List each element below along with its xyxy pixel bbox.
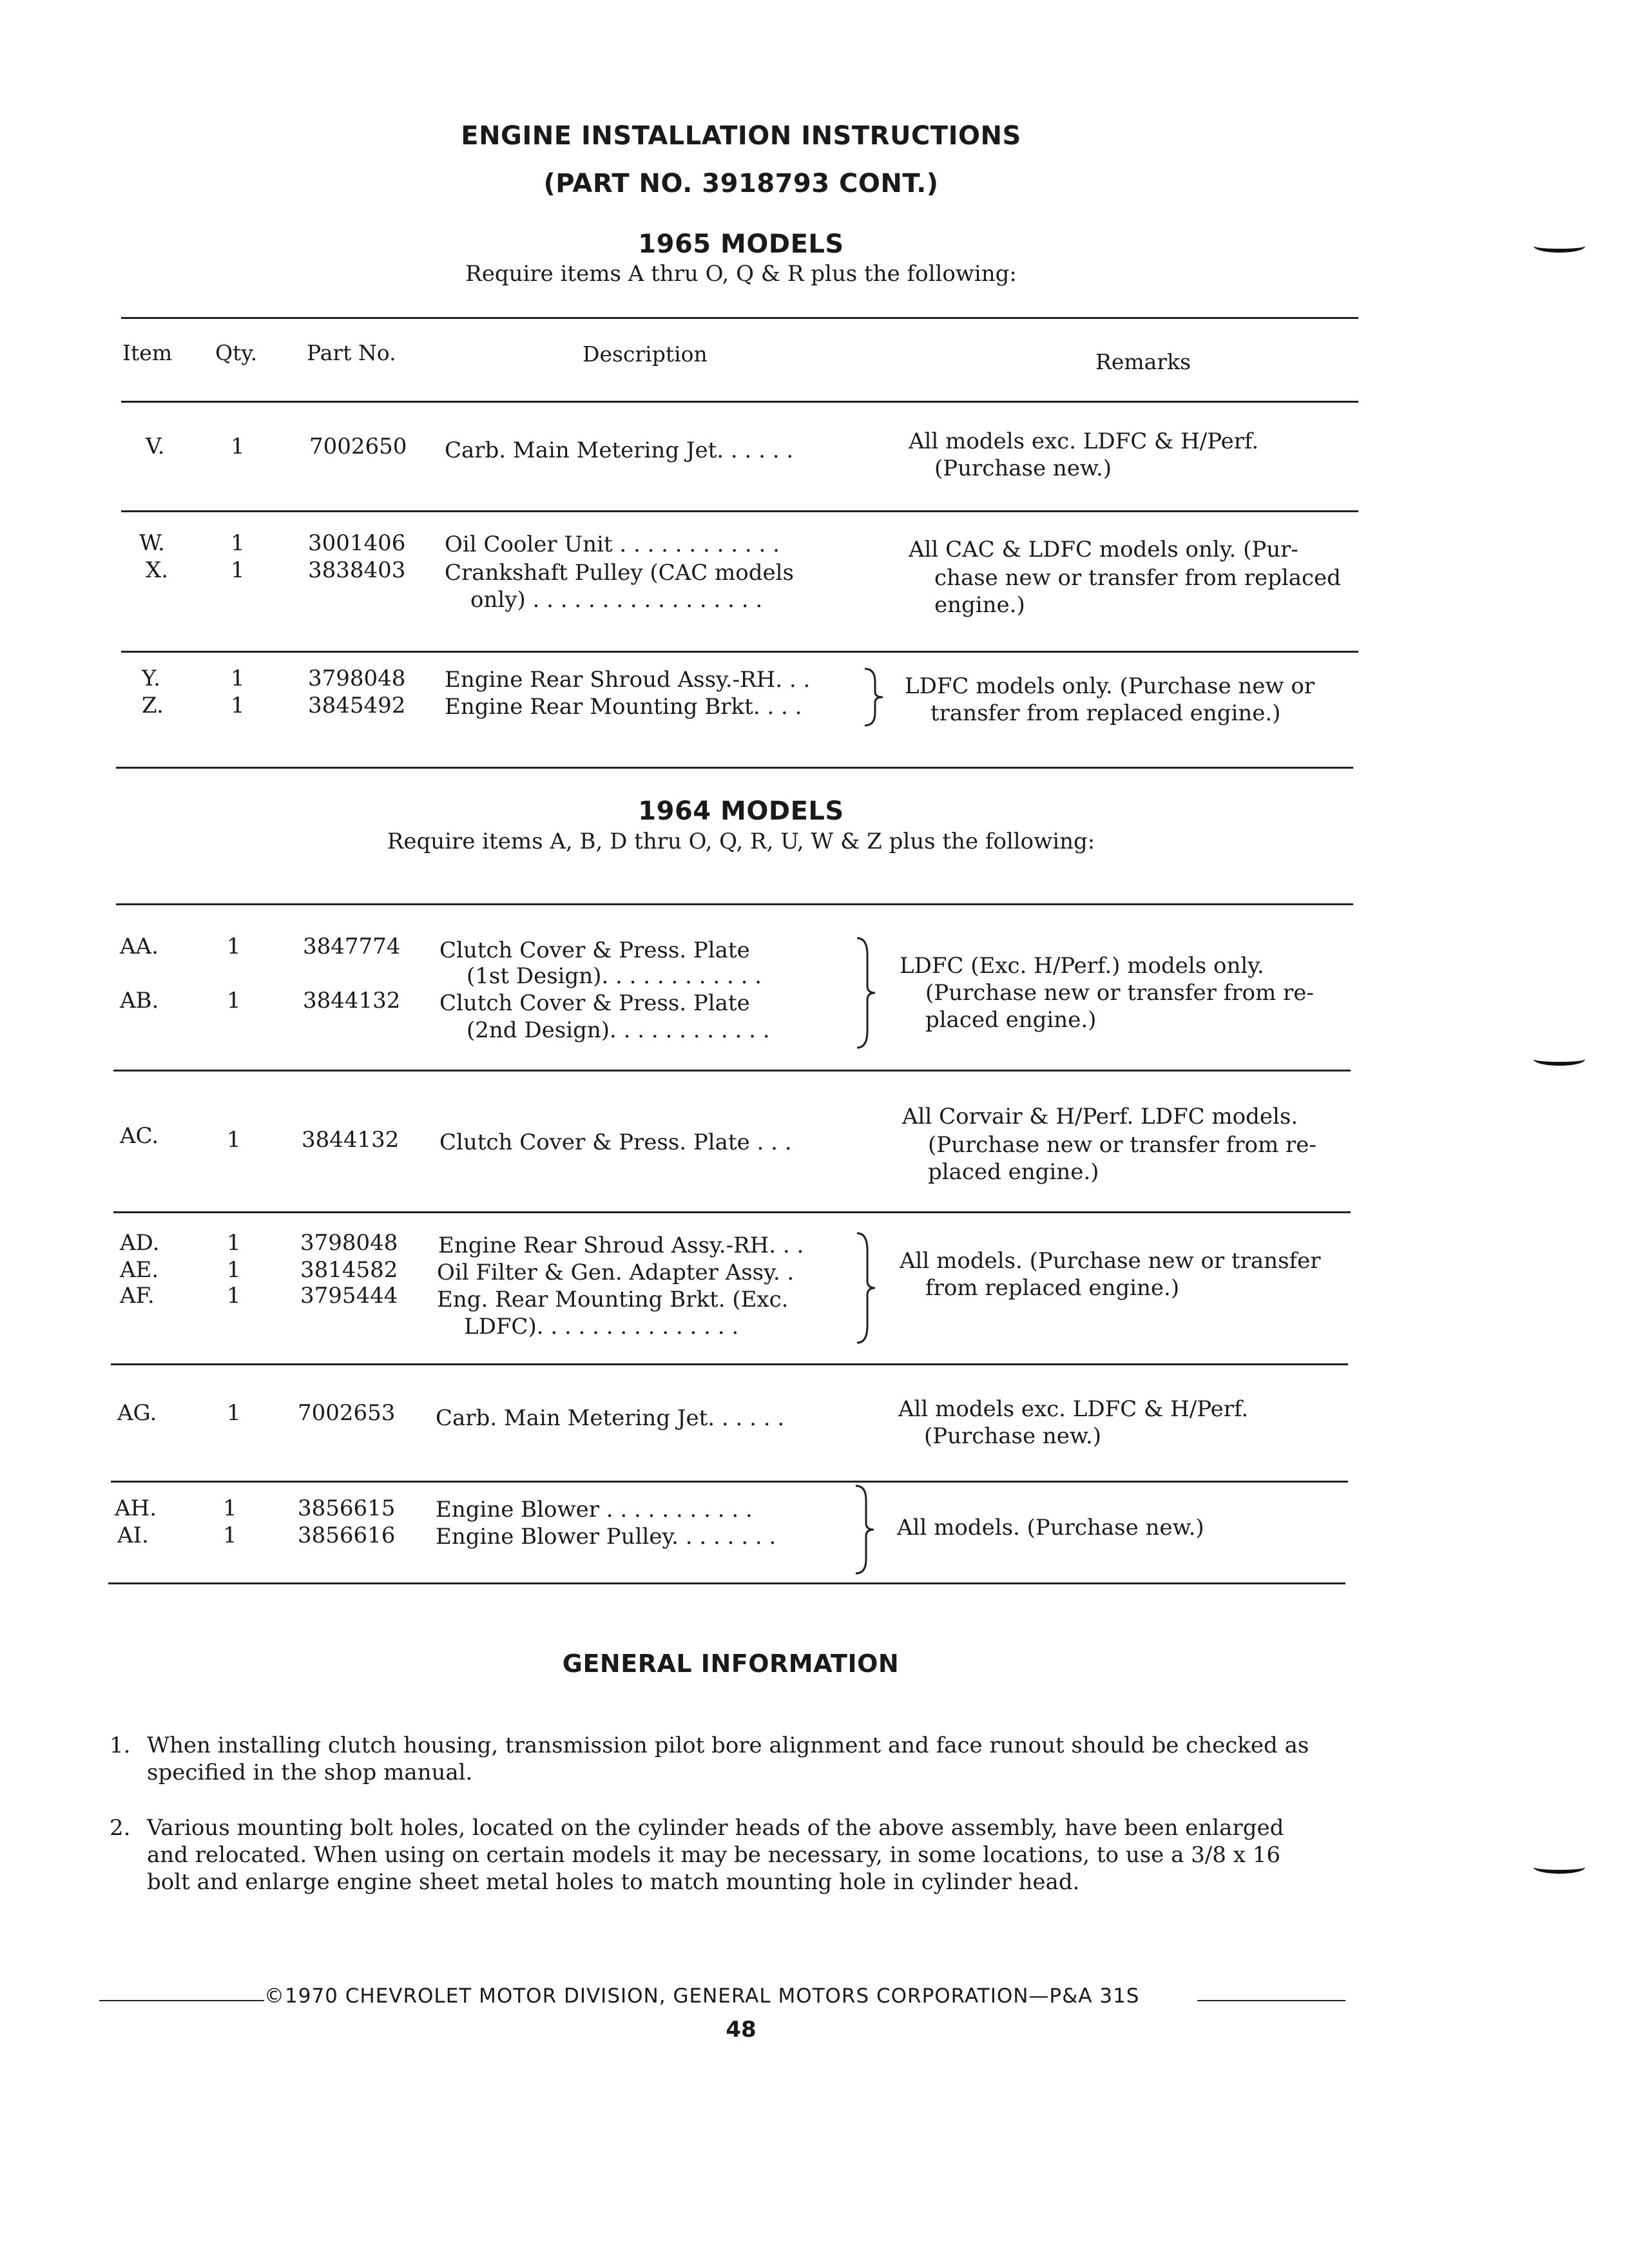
remarks-line: placed engine.) <box>925 1007 1097 1033</box>
footer-copyright: ©1970 CHEVROLET MOTOR DIVISION, GENERAL MOTORS CORPORATION—P&A 31S <box>264 1984 1140 2008</box>
remarks-line: engine.) <box>934 592 1025 618</box>
column-header-item: Item <box>122 340 173 365</box>
item-part-no: 3838403 <box>308 557 406 583</box>
remarks-line: All models. (Purchase new or transfer <box>900 1248 1321 1274</box>
item-part-no: 7002650 <box>309 434 407 459</box>
item-qty: 1 <box>231 434 245 459</box>
group-rule <box>113 1211 1351 1213</box>
item-part-no: 3798048 <box>300 1230 398 1256</box>
item-description: Oil Cooler Unit . . . . . . . . . . . . <box>445 532 780 557</box>
group-rule <box>111 1481 1348 1483</box>
item-description: Engine Rear Shroud Assy.-RH. . . <box>438 1233 804 1258</box>
table-top-rule <box>121 317 1358 319</box>
item-code: AD. <box>120 1230 160 1256</box>
item-code: AE. <box>120 1257 159 1283</box>
group-rule <box>121 651 1358 653</box>
item-code: X. <box>146 557 169 583</box>
remarks-line: All CAC & LDFC models only. (Pur- <box>909 537 1298 562</box>
item-qty: 1 <box>231 693 245 718</box>
footer-rule-right <box>1197 2000 1345 2001</box>
page-number: 48 <box>726 2017 757 2042</box>
item-qty: 1 <box>223 1495 237 1521</box>
note-line: Various mounting bolt holes, located on the cylinder heads of the above assembly, have been enlarged <box>147 1815 1284 1841</box>
section-end-rule <box>116 767 1353 769</box>
item-part-no: 3844132 <box>303 988 401 1014</box>
remarks-line: (Purchase new or transfer from re- <box>925 980 1314 1006</box>
remarks-line: All Corvair & H/Perf. LDFC models. <box>902 1104 1298 1129</box>
item-description: Clutch Cover & Press. Plate . . . <box>439 1129 792 1155</box>
grouping-brace <box>853 1483 879 1576</box>
remarks-line: All models exc. LDFC & H/Perf. <box>898 1396 1249 1422</box>
item-description: Clutch Cover & Press. Plate <box>439 990 750 1016</box>
note-number: 1. <box>110 1733 131 1758</box>
remarks-line: (Purchase new or transfer from re- <box>928 1132 1316 1158</box>
section-heading-1964: 1964 MODELS <box>638 796 844 826</box>
grouping-brace <box>854 936 880 1050</box>
section-heading-1965: 1965 MODELS <box>638 229 844 259</box>
section-subheading-1964: Require items A, B, D thru O, Q, R, U, W & Z plus the following: <box>387 829 1095 854</box>
note-line: When installing clutch housing, transmission pilot bore alignment and face runout should be checked as <box>147 1733 1309 1758</box>
note-line: and relocated. When using on certain models it may be necessary, in some locations, to use a 3/8 x 16 <box>147 1842 1280 1868</box>
group-rule <box>121 510 1358 512</box>
remarks-line: transfer from replaced engine.) <box>930 700 1281 726</box>
column-header-remarks: Remarks <box>1095 349 1191 374</box>
item-qty: 1 <box>231 530 245 556</box>
item-qty: 1 <box>227 934 241 959</box>
item-part-no: 3001406 <box>308 530 406 556</box>
item-part-no: 3844132 <box>302 1127 400 1153</box>
remarks-line: LDFC models only. (Purchase new or <box>905 673 1315 699</box>
grouping-brace <box>854 1231 880 1345</box>
item-qty: 1 <box>227 1230 241 1256</box>
item-code: W. <box>139 530 165 556</box>
table-bottom-rule <box>108 1582 1345 1584</box>
page-title: ENGINE INSTALLATION INSTRUCTIONS <box>461 121 1021 151</box>
item-code: AI. <box>117 1523 149 1548</box>
column-header-description: Description <box>583 341 708 367</box>
item-description: Carb. Main Metering Jet. . . . . . <box>436 1405 785 1431</box>
item-qty: 1 <box>227 988 241 1014</box>
item-part-no: 3795444 <box>300 1283 398 1309</box>
item-part-no: 3798048 <box>308 666 406 691</box>
item-code: AF. <box>120 1283 155 1309</box>
note-line: bolt and enlarge engine sheet metal holes to match mounting hole in cylinder head. <box>147 1869 1080 1895</box>
item-description: (2nd Design). . . . . . . . . . . . <box>467 1017 770 1043</box>
item-description: Clutch Cover & Press. Plate <box>439 937 750 963</box>
remarks-line: (Purchase new.) <box>924 1423 1102 1449</box>
item-description: Engine Rear Mounting Brkt. . . . <box>445 694 802 720</box>
item-qty: 1 <box>227 1127 241 1153</box>
remarks-line: (Purchase new.) <box>934 456 1112 481</box>
item-qty: 1 <box>231 557 245 583</box>
grouping-brace <box>862 666 888 728</box>
item-part-no: 3856615 <box>298 1495 396 1521</box>
item-code: AC. <box>120 1123 159 1149</box>
group-rule <box>111 1363 1348 1365</box>
item-description: Carb. Main Metering Jet. . . . . . <box>445 437 794 463</box>
item-qty: 1 <box>223 1523 237 1548</box>
remarks-line: from replaced engine.) <box>925 1275 1180 1301</box>
item-qty: 1 <box>227 1257 241 1283</box>
remarks-line: placed engine.) <box>928 1159 1099 1185</box>
item-code: Y. <box>142 666 160 691</box>
item-description: (1st Design). . . . . . . . . . . . <box>467 963 762 989</box>
item-qty: 1 <box>227 1283 241 1309</box>
item-code: Z. <box>142 693 164 718</box>
remarks-line: All models. (Purchase new.) <box>897 1515 1204 1541</box>
general-info-heading: GENERAL INFORMATION <box>562 1649 900 1678</box>
item-code: V. <box>146 434 165 459</box>
item-code: AG. <box>117 1400 157 1426</box>
item-description: Engine Blower . . . . . . . . . . . <box>436 1497 753 1523</box>
remarks-line: LDFC (Exc. H/Perf.) models only. <box>900 953 1264 979</box>
item-description: LDFC). . . . . . . . . . . . . . . <box>464 1314 739 1340</box>
item-part-no: 7002653 <box>298 1400 396 1426</box>
header-rule <box>121 401 1358 403</box>
page-subtitle: (PART NO. 3918793 CONT.) <box>543 169 939 198</box>
item-description: Engine Rear Shroud Assy.-RH. . . <box>445 667 811 693</box>
group-rule <box>113 1070 1351 1072</box>
item-description: Engine Blower Pulley. . . . . . . . <box>436 1524 776 1550</box>
item-part-no: 3814582 <box>300 1257 398 1283</box>
item-description: Oil Filter & Gen. Adapter Assy. . <box>437 1260 795 1285</box>
item-part-no: 3845492 <box>308 693 406 718</box>
footer-rule-left <box>99 2000 264 2001</box>
binder-mark <box>1534 240 1585 253</box>
item-description: Crankshaft Pulley (CAC models <box>445 560 794 586</box>
item-qty: 1 <box>227 1400 241 1426</box>
note-line: specified in the shop manual. <box>147 1760 473 1785</box>
binder-mark <box>1534 1861 1585 1874</box>
section-subheading-1965: Require items A thru O, Q & R plus the following: <box>465 261 1017 287</box>
binder-mark <box>1534 1053 1585 1066</box>
item-code: AH. <box>115 1495 157 1521</box>
item-description: only) . . . . . . . . . . . . . . . . . <box>470 587 763 613</box>
note-number: 2. <box>110 1815 131 1841</box>
table-top-rule <box>116 903 1353 905</box>
item-code: AA. <box>120 934 159 959</box>
item-qty: 1 <box>231 666 245 691</box>
item-code: AB. <box>120 988 159 1014</box>
remarks-line: All models exc. LDFC & H/Perf. <box>909 428 1259 454</box>
column-header-qty: Qty. <box>215 340 258 365</box>
item-part-no: 3847774 <box>303 934 401 959</box>
remarks-line: chase new or transfer from replaced <box>934 565 1341 591</box>
column-header-part: Part No. <box>307 340 396 365</box>
item-part-no: 3856616 <box>298 1523 396 1548</box>
item-description: Eng. Rear Mounting Brkt. (Exc. <box>437 1287 789 1312</box>
